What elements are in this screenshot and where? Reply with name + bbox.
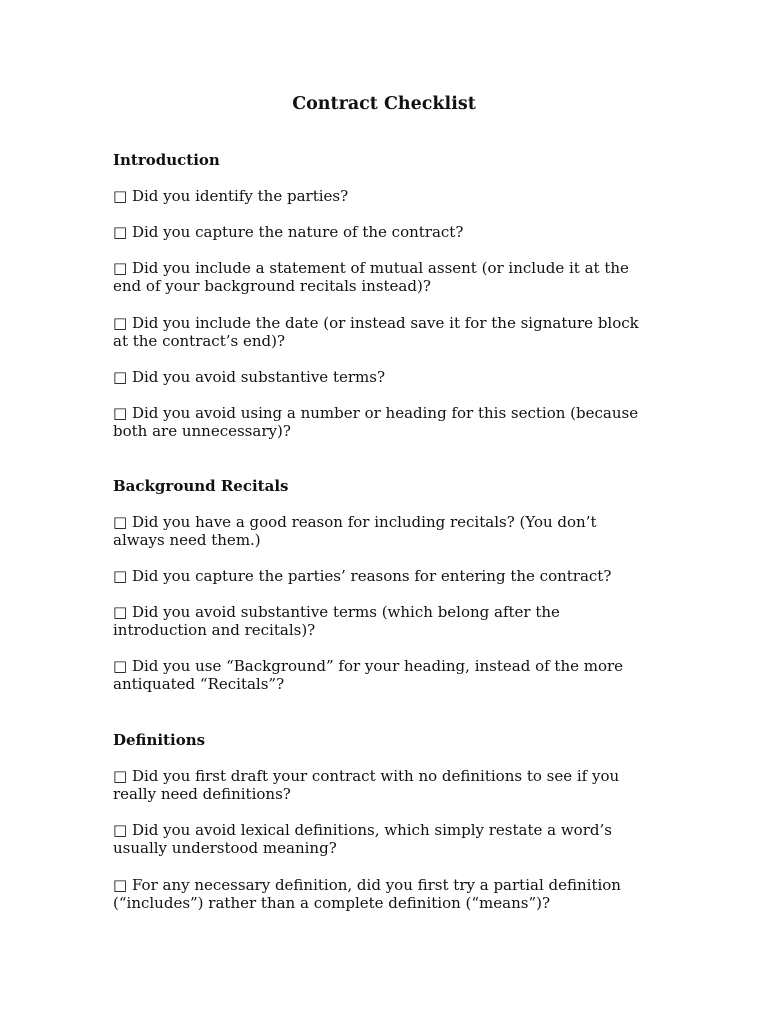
checklist-item: [113, 876, 658, 912]
checklist-item-text: Did you include a statement of mutual assent (or include it at the end of your background recitals instead)?: [113, 259, 629, 295]
checkbox-icon[interactable]: □: [113, 767, 128, 785]
section-heading-definitions: Definitions: [113, 731, 206, 749]
checklist-item: [113, 187, 658, 205]
checklist-item-text: Did you include the date (or instead save it for the signature block at the contract’s end)?: [113, 314, 639, 350]
checkbox-icon[interactable]: □: [113, 223, 128, 241]
document-title: Contract Checklist: [292, 94, 476, 114]
checklist-item-text: Did you avoid using a number or heading for this section (because both are unnecessary)?: [113, 404, 639, 440]
checklist-item: [113, 657, 658, 693]
checklist-item-text: Did you use “Background” for your heading, instead of the more antiquated “Recitals”?: [113, 657, 624, 693]
checklist-item: [113, 314, 658, 350]
checklist-item-text: Did you capture the parties’ reasons for entering the contract?: [131, 567, 612, 585]
checkbox-icon[interactable]: □: [113, 821, 128, 839]
checkbox-icon[interactable]: □: [113, 657, 128, 675]
checklist-item-text: Did you avoid lexical definitions, which simply restate a word’s usually understood meaning?: [113, 821, 612, 857]
checklist-item: [113, 767, 658, 803]
checklist-item-text: Did you have a good reason for including recitals? (You don’t always need them.): [113, 513, 597, 549]
checkbox-icon[interactable]: □: [113, 404, 128, 422]
checkbox-icon[interactable]: □: [113, 567, 128, 585]
section-heading-introduction: Introduction: [113, 151, 220, 169]
checklist-item-text: Did you identify the parties?: [131, 187, 349, 205]
checklist-item-text: Did you first draft your contract with no definitions to see if you really need definitions?: [113, 767, 620, 803]
checkbox-icon[interactable]: □: [113, 259, 128, 277]
checkbox-icon[interactable]: □: [113, 876, 128, 894]
checklist-item: [113, 603, 658, 639]
checklist-item: [113, 404, 658, 440]
checkbox-icon[interactable]: □: [113, 513, 128, 531]
checklist-item: [113, 513, 658, 549]
checkbox-icon[interactable]: □: [113, 368, 128, 386]
checklist-item-text: Did you capture the nature of the contract?: [131, 223, 464, 241]
checklist-item: [113, 368, 658, 386]
section-heading-background-recitals: Background Recitals: [113, 477, 289, 495]
checklist-item: [113, 259, 658, 295]
checklist-item: [113, 821, 658, 857]
checkbox-icon[interactable]: □: [113, 314, 128, 332]
checkbox-icon[interactable]: □: [113, 603, 128, 621]
checklist-item-text: Did you avoid substantive terms?: [131, 368, 385, 386]
checklist-item-text: Did you avoid substantive terms (which belong after the introduction and recitals)?: [113, 603, 560, 639]
checklist-item-text: For any necessary definition, did you first try a partial definition (“includes”) rather than a complete definition (“means”)?: [113, 876, 621, 912]
checklist-item: [113, 567, 658, 585]
checkbox-icon[interactable]: □: [113, 187, 128, 205]
checklist-item: [113, 223, 658, 241]
